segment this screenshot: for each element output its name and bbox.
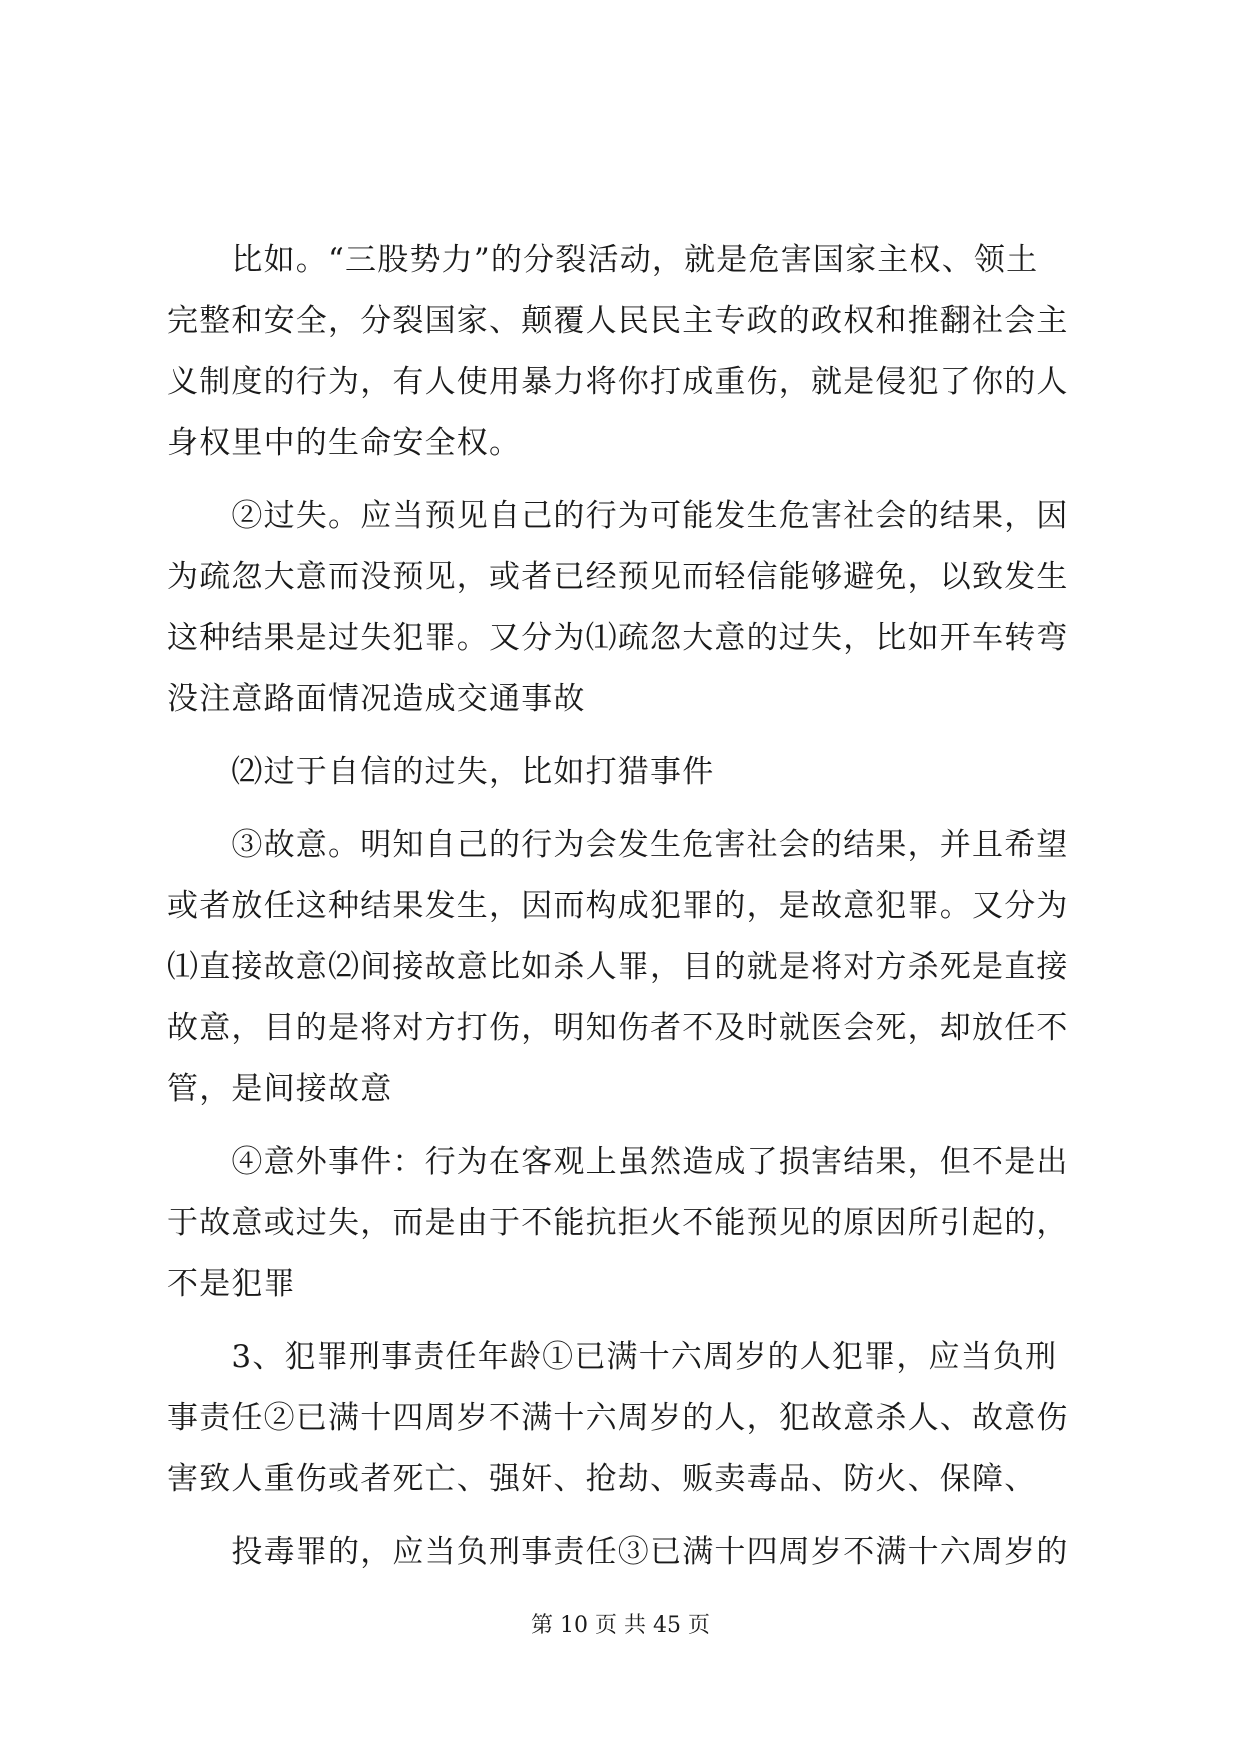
text-line: 比如。“三股势力”的分裂活动，就是危害国家主权、领土 (167, 242, 1039, 278)
text-line: 完整和安全，分裂国家、颠覆人民民主专政的政权和推翻社会主 (167, 303, 1069, 339)
text-line: 不是犯罪 (167, 1266, 296, 1302)
text-line: 于故意或过失，而是由于不能抗拒火不能预见的原因所引起的， (167, 1205, 1069, 1241)
paragraph-negligence (167, 486, 1079, 730)
text-line: 3、犯罪刑事责任年龄①已满十六周岁的人犯罪，应当负刑 (167, 1339, 1058, 1375)
text-line: 为疏忽大意而没预见，或者已经预见而轻信能够避免，以致发生 (167, 559, 1069, 595)
text-line: 这种结果是过失犯罪。又分为⑴疏忽大意的过失，比如开车转弯 (167, 620, 1069, 656)
page-number-label: 第 10 页 共 45 页 (531, 1613, 710, 1638)
page-footer (0, 1611, 1241, 1641)
text-line: ④意外事件：行为在客观上虽然造成了损害结果，但不是出 (167, 1144, 1069, 1180)
text-line: 管，是间接故意 (167, 1071, 393, 1107)
text-line: 投毒罪的，应当负刑事责任③已满十四周岁不满十六周岁的 (167, 1534, 1069, 1570)
paragraph-poisoning (167, 1522, 1079, 1583)
text-line: ②过失。应当预见自己的行为可能发生危害社会的结果，因 (167, 498, 1069, 534)
paragraph-age-of-responsibility (167, 1327, 1079, 1510)
text-line: 或者放任这种结果发生，因而构成犯罪的，是故意犯罪。又分为 (167, 888, 1069, 924)
paragraph-accident (167, 1132, 1079, 1315)
paragraph-three-forces (167, 230, 1079, 474)
paragraph-intent (167, 815, 1079, 1120)
text-line: 没注意路面情况造成交通事故 (167, 681, 586, 717)
text-line: 故意，目的是将对方打伤，明知伤者不及时就医会死，却放任不 (167, 1010, 1069, 1046)
document-body (167, 230, 1079, 1595)
text-line: ⑵过于自信的过失，比如打猎事件 (167, 754, 715, 790)
paragraph-overconfidence (167, 742, 1079, 803)
text-line: ⑴直接故意⑵间接故意比如杀人罪，目的就是将对方杀死是直接 (167, 949, 1069, 985)
text-line: ③故意。明知自己的行为会发生危害社会的结果，并且希望 (167, 827, 1069, 863)
text-line: 害致人重伤或者死亡、强奸、抢劫、贩卖毒品、防火、保障、 (167, 1461, 1037, 1497)
text-line: 身权里中的生命安全权。 (167, 425, 522, 461)
text-line: 义制度的行为，有人使用暴力将你打成重伤，就是侵犯了你的人 (167, 364, 1069, 400)
text-line: 事责任②已满十四周岁不满十六周岁的人，犯故意杀人、故意伤 (167, 1400, 1069, 1436)
